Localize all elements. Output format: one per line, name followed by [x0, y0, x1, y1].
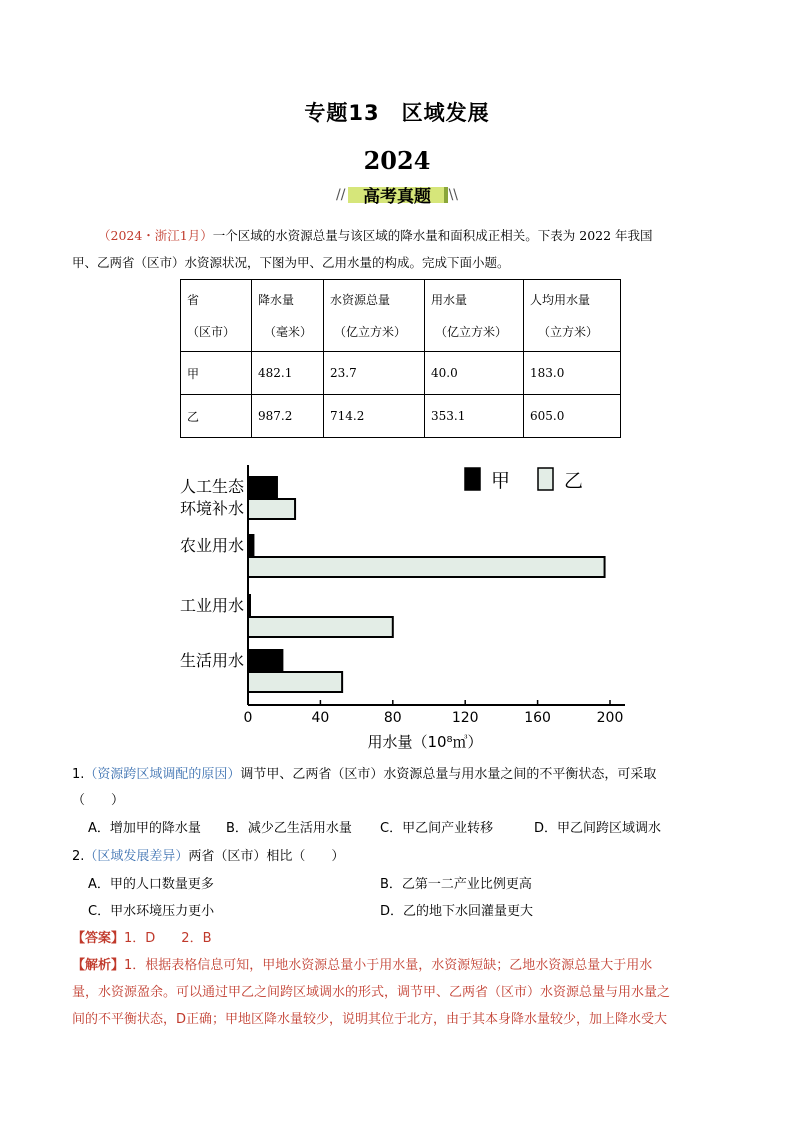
table-cell: 183.0: [524, 352, 621, 395]
table-cell: 714.2: [324, 395, 425, 438]
header-cell: 水资源总量 （亿立方米）: [324, 280, 425, 352]
answer-line: [72, 927, 212, 946]
category-label: 环境补水: [179, 499, 244, 518]
bar-jia: [248, 650, 282, 670]
option-c: C．甲水环境压力更小: [88, 904, 215, 919]
table-cell: 甲: [181, 352, 252, 395]
table-cell: 40.0: [425, 352, 524, 395]
option-b: B．乙第一二产业比例更高: [380, 877, 532, 892]
exam-banner: [336, 181, 458, 209]
header-cell: 降水量 （毫米）: [252, 280, 324, 352]
question-text: 调节甲、乙两省（区市）水资源总量与用水量之间的不平衡状态，可采取: [240, 767, 657, 782]
intro-line-2: 甲、乙两省（区市）水资源状况，下图为甲、乙用水量的构成。完成下面小题。: [72, 255, 510, 270]
bar-jia: [248, 595, 250, 615]
legend-label: 甲: [491, 470, 511, 492]
slash-decoration-icon: \\: [448, 187, 458, 203]
year-heading: 2024: [363, 146, 431, 175]
table-cell: 987.2: [252, 395, 324, 438]
table-row: [181, 352, 621, 395]
intro-line-1: 一个区域的水资源总量与该区域的降水量和面积成正相关。下表为 2022 年我国: [212, 228, 653, 243]
x-tick-label: 120: [451, 710, 479, 726]
legend-swatch: [465, 468, 480, 490]
header-cell: 用水量 （亿立方米）: [425, 280, 524, 352]
option-d: D．乙的地下水回灌量更大: [380, 904, 534, 919]
source-tag: （2024・浙江1月）: [98, 228, 213, 243]
option-b: B．减少乙生活用水量: [226, 821, 352, 836]
banner-text: 高考真题: [363, 187, 431, 207]
x-tick-label: 40: [311, 710, 330, 726]
header-cell: 省 （区市）: [181, 280, 252, 352]
intro-paragraph: [72, 222, 724, 276]
table-cell: 23.7: [324, 352, 425, 395]
x-tick-label: 160: [524, 710, 551, 726]
category-label: 农业用水: [179, 536, 244, 555]
option-d: D．甲乙间跨区域调水: [534, 821, 662, 836]
question-number: 2.: [72, 849, 85, 864]
category-label: 生活用水: [179, 651, 244, 670]
answer-label: 【答案】: [72, 931, 125, 946]
x-tick-label: 80: [383, 710, 402, 726]
table-cell: 605.0: [524, 395, 621, 438]
question-number: 1.: [72, 767, 85, 782]
table-cell: 乙: [181, 395, 252, 438]
bar-yi: [248, 672, 342, 692]
question-1-paren: （ ）: [72, 793, 125, 808]
x-tick-label: 200: [596, 710, 624, 726]
category-label: 人工生态: [179, 477, 244, 496]
legend-label: 乙: [564, 470, 584, 492]
bar-jia: [248, 477, 277, 497]
analysis-label: 【解析】: [72, 958, 125, 973]
water-resource-table: [180, 279, 621, 438]
bar-jia: [248, 535, 253, 555]
table-cell: 482.1: [252, 352, 324, 395]
x-tick-label: 0: [243, 710, 253, 726]
table-header-row: [181, 280, 621, 352]
table-row: [181, 395, 621, 438]
table-cell: 353.1: [425, 395, 524, 438]
header-cell: 人均用水量 （立方米）: [524, 280, 621, 352]
answer-text: 1．D 2．B: [124, 931, 212, 946]
bar-yi: [248, 557, 605, 577]
legend-swatch: [538, 468, 553, 490]
analysis-line-1: 1．根据表格信息可知，甲地水资源总量小于用水量，水资源短缺；乙地水资源总量大于用水: [124, 958, 653, 973]
question-1: [72, 763, 656, 782]
question-tag: （区域发展差异）: [84, 849, 189, 864]
question-text: 两省（区市）相比（ ）: [188, 849, 345, 864]
bar-yi: [248, 499, 295, 519]
option-a: A．增加甲的降水量: [88, 821, 201, 836]
slash-decoration-icon: //: [336, 187, 346, 203]
analysis-line-3: 间的不平衡状态，D正确；甲地区降水量较少，说明其位于北方，由于其本身降水量较少，加上降水受大: [72, 1012, 668, 1027]
question-tag: （资源跨区域调配的原因）: [84, 767, 241, 782]
water-use-bar-chart: [160, 455, 640, 755]
option-c: C．甲乙间产业转移: [380, 821, 494, 836]
analysis-paragraph: [72, 952, 724, 1033]
question-2: [72, 845, 344, 864]
x-axis-label: 用水量（10⁸㎥）: [367, 733, 483, 751]
category-label: 工业用水: [179, 596, 244, 615]
analysis-line-2: 量，水资源盈余。可以通过甲乙之间跨区域调水的形式，调节甲、乙两省（区市）水资源总量与用水量之: [72, 985, 671, 1000]
page-title: 专题13 区域发展: [304, 101, 490, 125]
bar-yi: [248, 617, 393, 637]
option-a: A．甲的人口数量更多: [88, 877, 214, 892]
